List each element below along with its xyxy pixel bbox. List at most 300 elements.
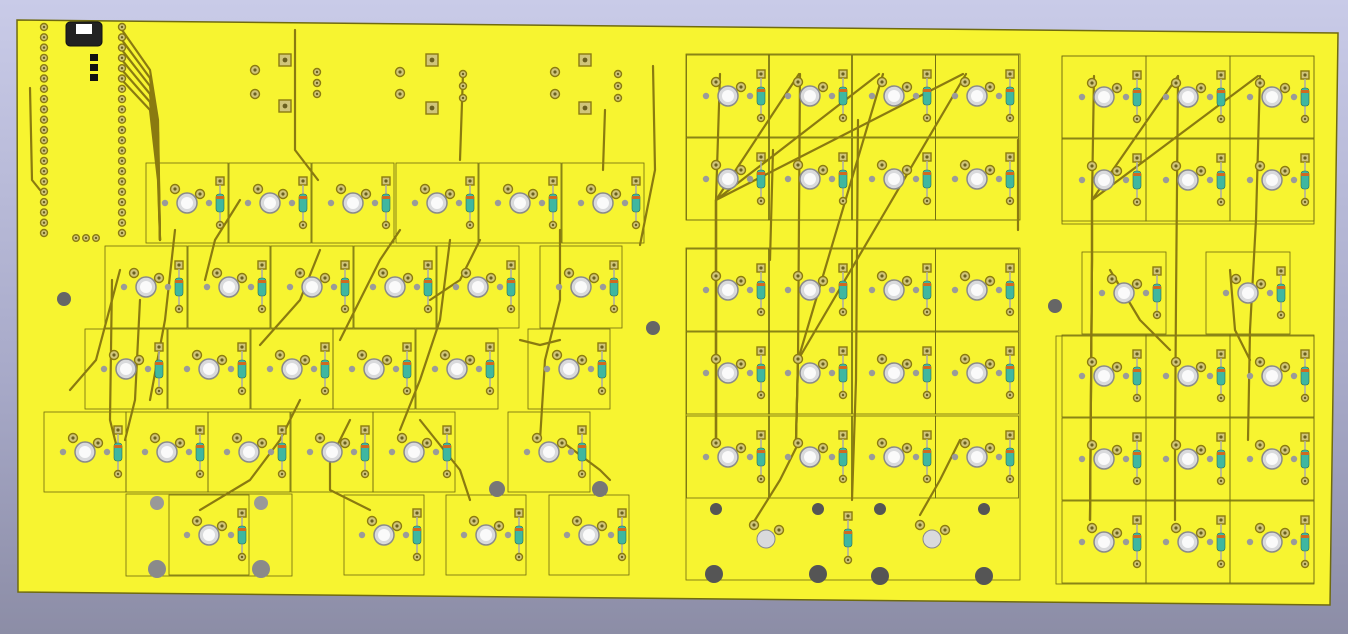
pad-hole [1174, 164, 1177, 167]
diode-band [155, 362, 163, 365]
pad-hole [963, 163, 966, 166]
pad-hole [846, 514, 849, 517]
switch-peg [495, 200, 501, 206]
pad-hole [1135, 156, 1138, 159]
pad-hole [298, 271, 301, 274]
pad-hole [581, 473, 583, 475]
pad-hole [635, 224, 637, 226]
switch-peg [578, 200, 584, 206]
pad-hole [464, 271, 467, 274]
pad-hole [589, 187, 592, 190]
pad-hole [1199, 86, 1202, 89]
switch-center-shine [971, 451, 983, 463]
pad-hole [370, 519, 373, 522]
switch-peg [206, 200, 212, 206]
switch-center-shine [408, 446, 420, 458]
pad-hole [1199, 169, 1202, 172]
switch-peg [1247, 456, 1253, 462]
switch-peg [476, 366, 482, 372]
pad-hole [760, 311, 762, 313]
switch-center-shine [1266, 453, 1278, 465]
pad-hole [1135, 73, 1138, 76]
switch-peg [267, 366, 273, 372]
switch-center-shine [140, 281, 152, 293]
switch-center-shine [480, 529, 492, 541]
diode-band [1301, 452, 1309, 455]
switch-center-shine [1266, 370, 1278, 382]
pad-hole [1009, 394, 1011, 396]
pad-hole [398, 70, 401, 73]
pad-hole [1219, 435, 1222, 438]
switch-center-shine [1098, 91, 1110, 103]
pad-hole [880, 357, 883, 360]
pad-hole [43, 170, 45, 172]
pad-hole [1220, 563, 1222, 565]
pad-hole [925, 266, 928, 269]
pad-hole [988, 168, 991, 171]
pad-hole [1009, 478, 1011, 480]
pad-hole [1219, 156, 1222, 159]
switch-peg [1079, 539, 1085, 545]
pad-hole [240, 276, 243, 279]
switch-center-shine [1182, 453, 1194, 465]
switch-center-shine [347, 197, 359, 209]
diode-band [1301, 535, 1309, 538]
switch-center-hole [757, 530, 775, 548]
switch-peg [121, 284, 127, 290]
pad-hole [759, 349, 762, 352]
pad-hole [905, 85, 908, 88]
switch-peg [703, 454, 709, 460]
pad-hole [121, 26, 123, 28]
switch-center-shine [1118, 287, 1130, 299]
pad-hole [1174, 360, 1177, 363]
pad-hole [121, 211, 123, 213]
pad-hole [121, 77, 123, 79]
switch-center-shine [378, 529, 390, 541]
pad-hole [1136, 397, 1138, 399]
pad-hole [759, 433, 762, 436]
pad-hole [198, 192, 201, 195]
pad-hole [497, 524, 500, 527]
switch-center-shine [243, 446, 255, 458]
switch-center-shine [161, 446, 173, 458]
diode-band [598, 362, 606, 365]
stabilizer-hole [252, 560, 270, 578]
pad-hole [240, 511, 243, 514]
switch-peg [497, 284, 503, 290]
switch-peg [104, 449, 110, 455]
switch-peg [829, 454, 835, 460]
pad-hole [220, 524, 223, 527]
pad-hole [395, 524, 398, 527]
switch-peg [544, 366, 550, 372]
pad-hole [121, 98, 123, 100]
pad-hole [1090, 164, 1093, 167]
switch-peg [184, 532, 190, 538]
pad-hole [385, 224, 387, 226]
pad-hole [1008, 266, 1011, 269]
pad-hole [323, 276, 326, 279]
switch-center-shine [888, 284, 900, 296]
pad-hole [157, 345, 160, 348]
pad-hole [235, 436, 238, 439]
pad-hole [841, 72, 844, 75]
diode-band [466, 196, 474, 199]
diode-band [839, 283, 847, 286]
pad-hole [714, 163, 717, 166]
pad-hole [583, 58, 588, 63]
switch-center-shine [389, 281, 401, 293]
pad-hole [385, 358, 388, 361]
pad-hole [1303, 518, 1306, 521]
switch-center-shine [223, 281, 235, 293]
pad-hole [1199, 531, 1202, 534]
pad-hole [1008, 349, 1011, 352]
switch-center-shine [804, 367, 816, 379]
pad-hole [752, 523, 755, 526]
smd-pad [90, 74, 98, 81]
pad-hole [739, 168, 742, 171]
diode-band [1217, 90, 1225, 93]
diode-band [839, 450, 847, 453]
switch-center-shine [888, 367, 900, 379]
pad-hole [117, 473, 119, 475]
switch-peg [1163, 373, 1169, 379]
pad-hole [364, 473, 366, 475]
pad-hole [1283, 448, 1286, 451]
switch-center-shine [597, 197, 609, 209]
pad-hole [240, 345, 243, 348]
pad-hole [121, 160, 123, 162]
diode-band [1301, 369, 1309, 372]
diode-band [839, 172, 847, 175]
pad-hole [943, 528, 946, 531]
pad-hole [302, 224, 304, 226]
pad-hole [283, 104, 288, 109]
switch-peg [869, 287, 875, 293]
switch-center-shine [514, 197, 526, 209]
switch-peg [1099, 290, 1105, 296]
pad-hole [360, 353, 363, 356]
switch-peg [1207, 456, 1213, 462]
switch-center-shine [722, 173, 734, 185]
diode-band [507, 280, 515, 283]
diode-band [238, 362, 246, 365]
switch-peg [1079, 177, 1085, 183]
switch-peg [403, 532, 409, 538]
pad-hole [218, 179, 221, 182]
pad-hole [316, 82, 318, 84]
pad-hole [614, 192, 617, 195]
diode-band [757, 172, 765, 175]
pad-hole [278, 353, 281, 356]
pad-hole [555, 353, 558, 356]
switch-peg [1291, 539, 1297, 545]
switch-center-shine [971, 367, 983, 379]
pad-hole [567, 271, 570, 274]
switch-center-shine [722, 367, 734, 379]
pad-hole [759, 155, 762, 158]
pad-hole [1279, 269, 1282, 272]
switch-peg [370, 284, 376, 290]
switch-peg [996, 370, 1002, 376]
pad-hole [1135, 518, 1138, 521]
switch-peg [307, 449, 313, 455]
pad-hole [509, 263, 512, 266]
pad-hole [462, 85, 464, 87]
switch-peg [568, 449, 574, 455]
pad-hole [400, 436, 403, 439]
stabilizer-hole [254, 496, 268, 510]
pad-hole [132, 271, 135, 274]
pad-hole [1174, 81, 1177, 84]
switch-peg [608, 532, 614, 538]
switch-peg [331, 284, 337, 290]
pad-hole [583, 106, 588, 111]
pad-hole [318, 436, 321, 439]
switch-peg [747, 176, 753, 182]
switch-peg [1223, 290, 1229, 296]
pad-hole [253, 68, 256, 71]
switch-peg [162, 200, 168, 206]
pad-hole [364, 192, 367, 195]
pad-hole [777, 528, 780, 531]
pad-hole [1136, 118, 1138, 120]
diode-band [258, 280, 266, 283]
diode-band [361, 445, 369, 448]
pad-hole [842, 478, 844, 480]
switch-peg [289, 200, 295, 206]
pad-hole [552, 224, 554, 226]
pad-hole [1283, 86, 1286, 89]
pad-hole [580, 358, 583, 361]
pad-hole [443, 353, 446, 356]
pad-hole [1219, 73, 1222, 76]
switch-peg [248, 284, 254, 290]
switch-peg [539, 200, 545, 206]
pad-hole [600, 345, 603, 348]
pad-hole [1156, 314, 1158, 316]
switch-peg [556, 284, 562, 290]
pad-hole [71, 436, 74, 439]
diode-band [632, 196, 640, 199]
pad-hole [43, 129, 45, 131]
switch-peg [145, 366, 151, 372]
switch-peg [349, 366, 355, 372]
pad-hole [714, 274, 717, 277]
pad-hole [988, 279, 991, 282]
pad-hole [841, 433, 844, 436]
pad-hole [1009, 311, 1011, 313]
switch-peg [393, 366, 399, 372]
switch-peg [287, 284, 293, 290]
diode-band [341, 280, 349, 283]
pad-hole [198, 428, 201, 431]
pad-hole [489, 390, 491, 392]
pad-hole [551, 179, 554, 182]
pad-hole [43, 180, 45, 182]
pad-hole [1135, 282, 1138, 285]
switch-peg [412, 200, 418, 206]
pad-hole [601, 390, 603, 392]
pad-hole [116, 428, 119, 431]
diode-band [403, 362, 411, 365]
switch-peg [1163, 94, 1169, 100]
pad-hole [121, 36, 123, 38]
pad-hole [427, 308, 429, 310]
pad-hole [363, 428, 366, 431]
switch-peg [1207, 539, 1213, 545]
pad-hole [880, 163, 883, 166]
switch-peg [952, 454, 958, 460]
pad-hole [1115, 531, 1118, 534]
pad-hole [905, 168, 908, 171]
pad-hole [1115, 448, 1118, 451]
pad-hole [316, 71, 318, 73]
pad-hole [760, 200, 762, 202]
switch-peg [186, 449, 192, 455]
pad-hole [617, 97, 619, 99]
switch-center-shine [286, 363, 298, 375]
pad-hole [739, 446, 742, 449]
pad-hole [157, 276, 160, 279]
switch-peg [204, 284, 210, 290]
pad-hole [842, 311, 844, 313]
switch-peg [101, 366, 107, 372]
pad-hole [121, 170, 123, 172]
pad-hole [1304, 201, 1306, 203]
switch-center-shine [722, 90, 734, 102]
switch-peg [1291, 456, 1297, 462]
switch-center-shine [203, 529, 215, 541]
pad-hole [283, 58, 288, 63]
pad-hole [1259, 282, 1262, 285]
diode-band [299, 196, 307, 199]
pad-hole [121, 108, 123, 110]
pad-hole [926, 478, 928, 480]
stabilizer-hole [978, 503, 990, 515]
pad-hole [617, 85, 619, 87]
pad-hole [1135, 435, 1138, 438]
pad-hole [821, 362, 824, 365]
switch-peg [1247, 94, 1253, 100]
pad-hole [199, 473, 201, 475]
stabilizer-hole [874, 503, 886, 515]
pad-hole [1234, 277, 1237, 280]
stabilizer-hole [975, 567, 993, 585]
switch-peg [622, 200, 628, 206]
switch-peg [913, 93, 919, 99]
pad-hole [1008, 72, 1011, 75]
pad-hole [796, 80, 799, 83]
diode-band [216, 196, 224, 199]
switch-peg [829, 93, 835, 99]
diode-band [486, 362, 494, 365]
pad-hole [43, 211, 45, 213]
pad-hole [1199, 448, 1202, 451]
switch-peg [1123, 177, 1129, 183]
switch-peg [389, 449, 395, 455]
diode-band [1301, 173, 1309, 176]
switch-peg [142, 449, 148, 455]
pad-hole [339, 187, 342, 190]
diode-band [321, 362, 329, 365]
pad-hole [158, 390, 160, 392]
pad-hole [580, 428, 583, 431]
mounting-hole [57, 292, 71, 306]
stabilizer-hole [489, 481, 505, 497]
mounting-hole [646, 321, 660, 335]
switch-center-shine [722, 451, 734, 463]
pad-hole [988, 362, 991, 365]
diode-band [757, 450, 765, 453]
pad-hole [43, 232, 45, 234]
switch-peg [785, 287, 791, 293]
switch-peg [433, 449, 439, 455]
switch-center-shine [1182, 536, 1194, 548]
switch-peg [1207, 373, 1213, 379]
pad-hole [612, 263, 615, 266]
pad-hole [1304, 397, 1306, 399]
stabilizer-hole [809, 565, 827, 583]
pad-hole [1199, 365, 1202, 368]
switch-peg [996, 93, 1002, 99]
pad-hole [760, 117, 762, 119]
pad-hole [714, 441, 717, 444]
diode-band [610, 280, 618, 283]
switch-peg [224, 449, 230, 455]
pad-hole [177, 263, 180, 266]
switch-peg [996, 454, 1002, 460]
switch-peg [747, 454, 753, 460]
pad-hole [256, 187, 259, 190]
switch-peg [1291, 94, 1297, 100]
stabilizer-hole [592, 481, 608, 497]
switch-peg [1123, 373, 1129, 379]
pad-hole [926, 117, 928, 119]
switch-peg [372, 200, 378, 206]
diode-band [1006, 366, 1014, 369]
pad-hole [281, 192, 284, 195]
switch-center-shine [888, 90, 900, 102]
pad-hole [1220, 480, 1222, 482]
switch-center-shine [804, 90, 816, 102]
switch-peg [913, 176, 919, 182]
pad-hole [842, 394, 844, 396]
pad-hole [1008, 433, 1011, 436]
pad-hole [448, 192, 451, 195]
switch-peg [703, 370, 709, 376]
pad-hole [416, 556, 418, 558]
switch-center-shine [326, 446, 338, 458]
pad-hole [1219, 518, 1222, 521]
switch-peg [1267, 290, 1273, 296]
pad-hole [43, 149, 45, 151]
pad-hole [1220, 397, 1222, 399]
switch-center-shine [203, 363, 215, 375]
pad-hole [634, 179, 637, 182]
switch-peg [245, 200, 251, 206]
switch-peg [869, 93, 875, 99]
switch-peg [1207, 177, 1213, 183]
pad-hole [517, 511, 520, 514]
pad-hole [1136, 480, 1138, 482]
diode-band [923, 283, 931, 286]
diode-band [196, 445, 204, 448]
switch-peg [1123, 94, 1129, 100]
pad-hole [1258, 443, 1261, 446]
